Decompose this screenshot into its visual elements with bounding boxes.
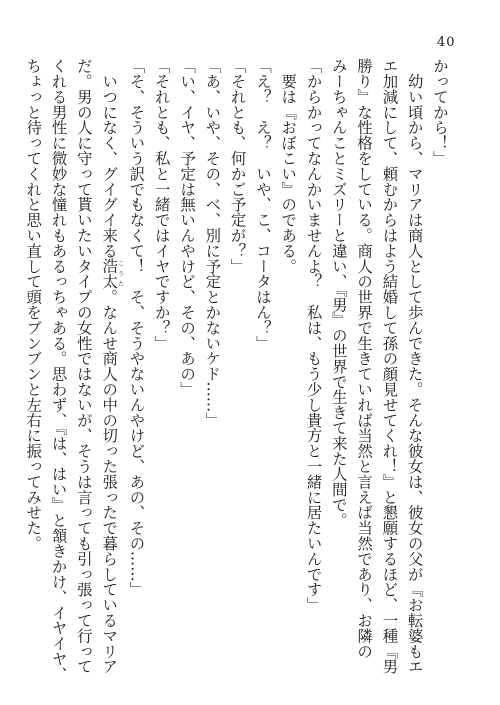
text-line-8: 「え？ え？ いや、こ、コータはん？」	[253, 58, 272, 351]
text-line-15: だ。男の人に守って貰いたいタイプの女性ではないが、そうは言っても引っ張って行って	[74, 58, 93, 674]
text-line-5: みーちゃんことミズリーと違い、『男』の世界で生きて来た人間で。	[329, 58, 348, 528]
text-line-10: 「あ、いや、その、べ、別に予定とかないケド……」	[203, 58, 222, 428]
text-line-11: 「い、イヤ、予定は無いんやけど、その、あの」	[178, 58, 197, 397]
text-line-13: 「そ、そういう訳でもなくて！ そ、そうやないんやけど、あの、その……」	[127, 58, 146, 597]
novel-text-column	[24, 58, 452, 682]
text-line-3: エ加減にして、頼むからはよう結婚して孫の顔見せてくれ！』と懇願するほど、一種『男	[380, 58, 399, 674]
text-line-14: いつになく、グイグイ来る浩太こうた。なんせ商人の中の切った張ったで暮らしているマリア	[100, 58, 124, 675]
text-line-2: 幼い頃から、マリアは商人として歩んできた。そんな彼女は、彼女の父が『お転婆もエ	[405, 58, 424, 674]
ruby-annotation: 浩太こうた	[100, 258, 124, 290]
text-line-12: 「それとも、私と一緒ではイヤですか？」	[152, 58, 171, 351]
text-line-6: 「からかってなんかいませんよ？ 私は、もう少し貴方と一緒に居たいんです」	[304, 58, 323, 613]
text-line-17: ちょっと待ってくれと思い直して頭をブンブンと左右に振ってみせた。	[24, 58, 43, 551]
text-line-4: 勝り』な性格をしている。商人の世界で生きていれば当然と言えば当然であり、お隣の	[355, 58, 374, 659]
ruby-reading: こうた	[116, 258, 124, 289]
text-line-1: かってから！」	[431, 58, 449, 166]
text-line-9: 「それとも、何かご予定が？」	[228, 58, 247, 274]
text-line-7: 要は『おぼこい』のである。	[279, 58, 298, 274]
text-line-16: くれる男性に微妙な憧れもあるっちゃある。思わず、『は、はい』と頷きかけ、イヤイヤ、	[49, 58, 68, 682]
page-number: 40	[437, 35, 456, 50]
